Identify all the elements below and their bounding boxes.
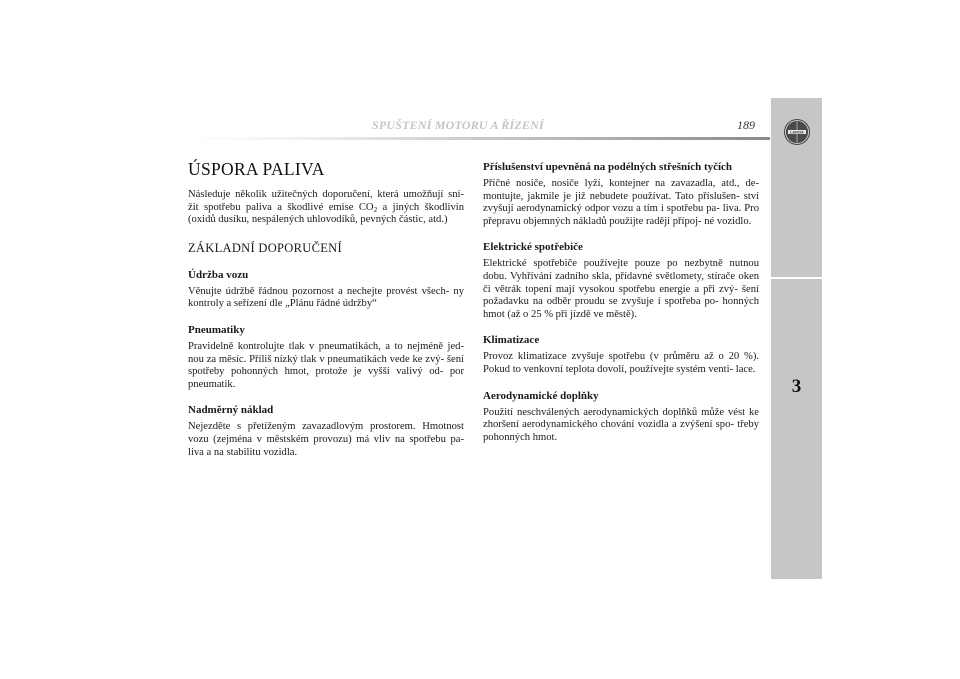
subsection-text-roof-accessories: Příčné nosiče, nosiče lyží, kontejner na zavazadla, atd., de- montujte, jakmile je již nebudete používat. Tato příslušen- ství zvyšují aerodynamický odpor vozu a tím i spotřebu pa- liva. Pro přepravu objemných nákladů použijte raději přípoj- né vozidlo. — [483, 178, 759, 227]
subsection-text-maintenance: Věnujte údržbě řádnou pozornost a nechejte provést všech- ny kontroly a seřízení dle „Plánu řádné údržby“ — [188, 285, 464, 310]
subsection-text-overload: Nejezděte s přetíženým zavazadlovým prostorem. Hmotnost vozu (zejména v městském provozu) má vliv na spotřebu pa- liva a na stabilitu vozidla. — [188, 421, 464, 458]
subsection-heading-aerodynamic: Aerodynamické doplňky — [483, 389, 599, 402]
subsection-heading-maintenance: Údržba vozu — [188, 268, 249, 281]
running-header: SPUŠTENÍ MOTORU A ŘÍZENÍ — [372, 118, 544, 132]
tab-divider — [771, 277, 822, 279]
intro-text-start: Následuje několik užitečných doporučení, která umožňují sní- žit spotřebu paliva a škodlivé emise CO — [188, 189, 464, 213]
subsection-heading-roof-accessories: Příslušenství upevněná na podélných střešních tyčích — [483, 161, 733, 173]
chapter-side-tab — [771, 98, 822, 579]
logo-lettering: LANCIA — [790, 130, 804, 135]
subsection-text-tyres: Pravidelně kontrolujte tlak v pneumatikách, a to nejméně jed- nou za měsíc. Příliš nízký tlak v pneumatikách vede ke zvý- šení spotřeby pohonných hmot, protože je vyšší valivý od- por pneumatik. — [188, 340, 464, 390]
subsection-heading-overload: Nadměrný náklad — [188, 404, 274, 417]
subsection-text-air-conditioning: Provoz klimatizace zvyšuje spotřebu (v průměru až o 20 %). Pokud to venkovní teplota dovolí, používejte systém venti- lace. — [483, 351, 759, 375]
subsection-text-aerodynamic: Použití neschválených aerodynamických doplňků může vést ke zhoršení aerodynamického chování vozidla a zvýšení spo- třeby pohonných hmot. — [483, 406, 759, 443]
page-number: 189 — [737, 118, 755, 132]
intro-paragraph — [188, 189, 464, 227]
subsection-heading-tyres: Pneumatiky — [188, 323, 245, 336]
page-title: ÚSPORA PALIVA — [188, 159, 325, 179]
lancia-logo-icon — [783, 118, 811, 146]
intro-text-end: a jiných škodlivin (oxidů dusíku, nespálených uhlovodíků, pevných částic, atd.) — [188, 201, 464, 226]
section-heading: ZÁKLADNÍ DOPORUČENÍ — [188, 240, 342, 255]
subsection-heading-air-conditioning: Klimatizace — [483, 334, 540, 347]
left-column — [188, 159, 464, 459]
subsection-text-electrical: Elektrické spotřebiče používejte pouze po nezbytně nutnou dobu. Vyhřívání zadního skla, přídavné světlomety, stírače oken či větrák topení mají vysokou spotřebu energie a při zvý- šení požadavku na odběr proudu se zvyšuje i spotřeba po- honných hmot (až o 25 % při jízdě ve městě). — [483, 258, 759, 320]
co2-subscript: 2 — [373, 205, 378, 214]
header-rule — [188, 137, 770, 140]
chapter-number: 3 — [791, 376, 802, 397]
subsection-heading-electrical: Elektrické spotřebiče — [483, 241, 583, 254]
right-column — [483, 161, 759, 444]
